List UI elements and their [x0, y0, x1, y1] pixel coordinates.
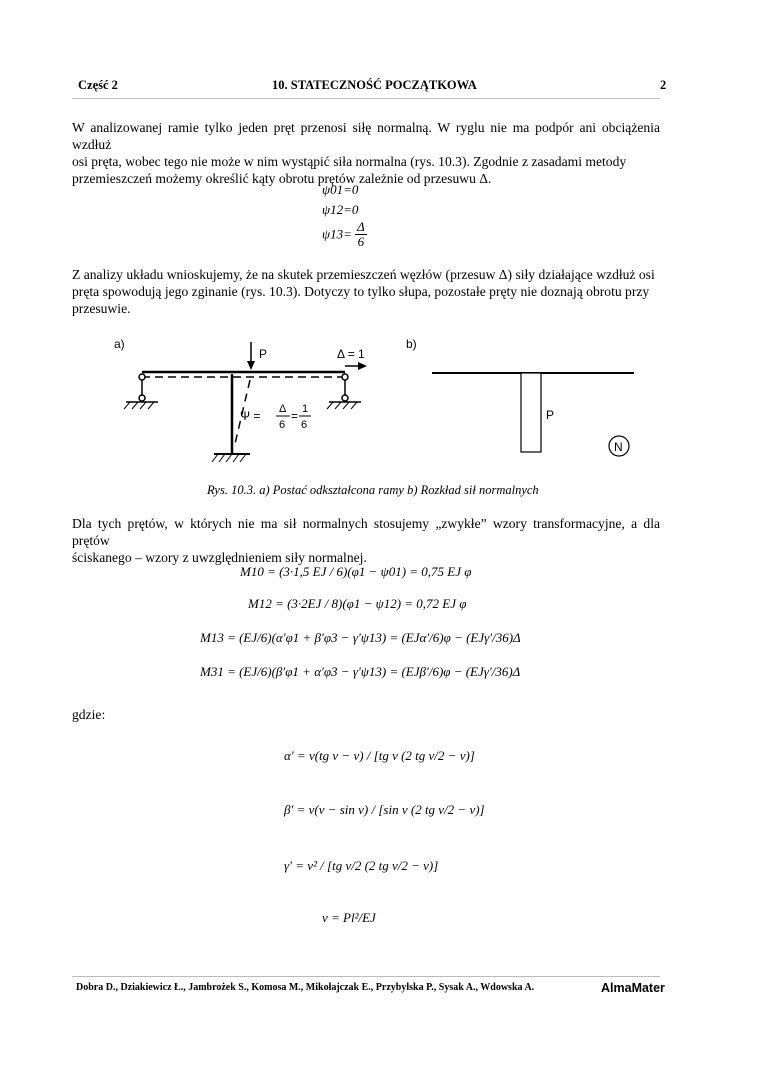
psi-fraction-num-1: Δ — [279, 403, 287, 415]
equation-m31: M31 = (EJ/6)(β′φ1 + α′φ3 − γ′ψ13) = (EJβ′/6)φ − (EJγ′/36)Δ — [200, 664, 521, 679]
text-line: Z analizy układu wnioskujemy, że na skutek przemieszczeń węzłów (przesuw Δ) siły działające wzdłuż osi — [72, 267, 655, 282]
load-arrow-down-icon — [247, 342, 255, 370]
header-page-number: 2 — [660, 78, 667, 92]
equation-m10: M10 = (3·1,5 EJ / 6)(φ1 − ψ01) = 0,75 EJ φ — [240, 564, 472, 579]
text-line: W analizowanej ramie tylko jeden pręt przenosi siłę normalną. W ryglu nie ma podpór ani obciążenia wzdłuż — [72, 120, 660, 152]
psi-label: Ψ = — [240, 409, 261, 423]
footer-brand: AlmaMater — [601, 981, 665, 995]
equation-psi12: ψ12=0 — [322, 202, 359, 217]
psi-fraction-num-2: 1 — [302, 403, 309, 415]
label-a: a) — [114, 337, 125, 351]
right-pin-support — [327, 374, 361, 409]
load-label: P — [259, 347, 268, 361]
fraction-numerator: Δ — [357, 219, 365, 234]
text-line: przesuwie. — [72, 301, 131, 316]
equals-sign: = — [291, 409, 299, 423]
where-label: gdzie: — [72, 707, 106, 722]
normal-force-symbol-label: N — [614, 440, 623, 454]
psi-fraction-den-1: 6 — [279, 419, 286, 431]
left-pin-support — [124, 374, 158, 409]
equation-psi13 — [322, 220, 367, 249]
equation-gamma: γ′ = ν² / [tg ν/2 (2 tg ν/2 − ν)] — [284, 858, 439, 873]
paragraph-2 — [72, 266, 660, 317]
header-part: Część 2 — [78, 78, 118, 92]
figure-frame-diagram — [0, 330, 760, 475]
fraction-denominator: 6 — [357, 234, 365, 249]
equation-m13: M13 = (EJ/6)(α′φ1 + β′φ3 − γ′ψ13) = (EJα′/6)φ − (EJγ′/36)Δ — [200, 630, 521, 645]
label-b: b) — [406, 337, 417, 351]
header-chapter-title: 10. STATECZNOŚĆ POCZĄTKOWA — [272, 78, 477, 92]
header-rule — [72, 98, 660, 99]
normal-force-value: P — [546, 408, 555, 422]
equation-psi13-lhs: ψ13= — [322, 226, 352, 242]
equation-beta: β′ = ν(ν − sin ν) / [sin ν (2 tg ν/2 − ν)] — [284, 802, 485, 817]
psi-fraction-den-2: 6 — [301, 419, 308, 431]
paragraph-1 — [72, 119, 660, 187]
equation-alpha: α′ = ν(tg ν − ν) / [tg ν (2 tg ν/2 − ν)] — [284, 748, 475, 763]
equation-psi01: ψ01=0 — [322, 182, 359, 197]
footer-rule — [72, 976, 660, 977]
fixed-support — [212, 454, 250, 462]
delta-label: Δ = 1 — [337, 347, 365, 361]
normal-force-diagram — [521, 373, 541, 452]
text-line: ściskanego – wzory z uwzględnieniem siły normalnej. — [72, 550, 367, 565]
figure-caption: Rys. 10.3. a) Postać odkształcona ramy b) Rozkład sił normalnych — [207, 483, 539, 497]
text-line: pręta spowodują jego zginanie (rys. 10.3). Dotyczy to tylko słupa, pozostałe pręty nie doznają obrotu przy — [72, 284, 650, 299]
text-line: przemieszczeń możemy określić kąty obrotu prętów zależnie od przesuwu Δ. — [72, 171, 492, 186]
text-line: Dla tych prętów, w których nie ma sił normalnych stosujemy „zwykłe” wzory transformacyjne, a dla prętów — [72, 516, 660, 548]
paragraph-3 — [72, 515, 660, 566]
equation-nu: ν = Pl²/EJ — [322, 910, 376, 925]
equation-m12: M12 = (3·2EJ / 8)(φ1 − ψ12) = 0,72 EJ φ — [248, 596, 467, 611]
text-line: osi pręta, wobec tego nie może w nim wystąpić siła normalna (rys. 10.3). Zgodnie z zasadami metody — [72, 154, 627, 169]
displacement-arrow-right-icon — [345, 362, 367, 370]
footer-authors: Dobra D., Dziakiewicz Ł., Jambrożek S., Komosa M., Mikołajczak E., Przybylska P., Sysak A., Wdowska A. — [76, 982, 535, 993]
